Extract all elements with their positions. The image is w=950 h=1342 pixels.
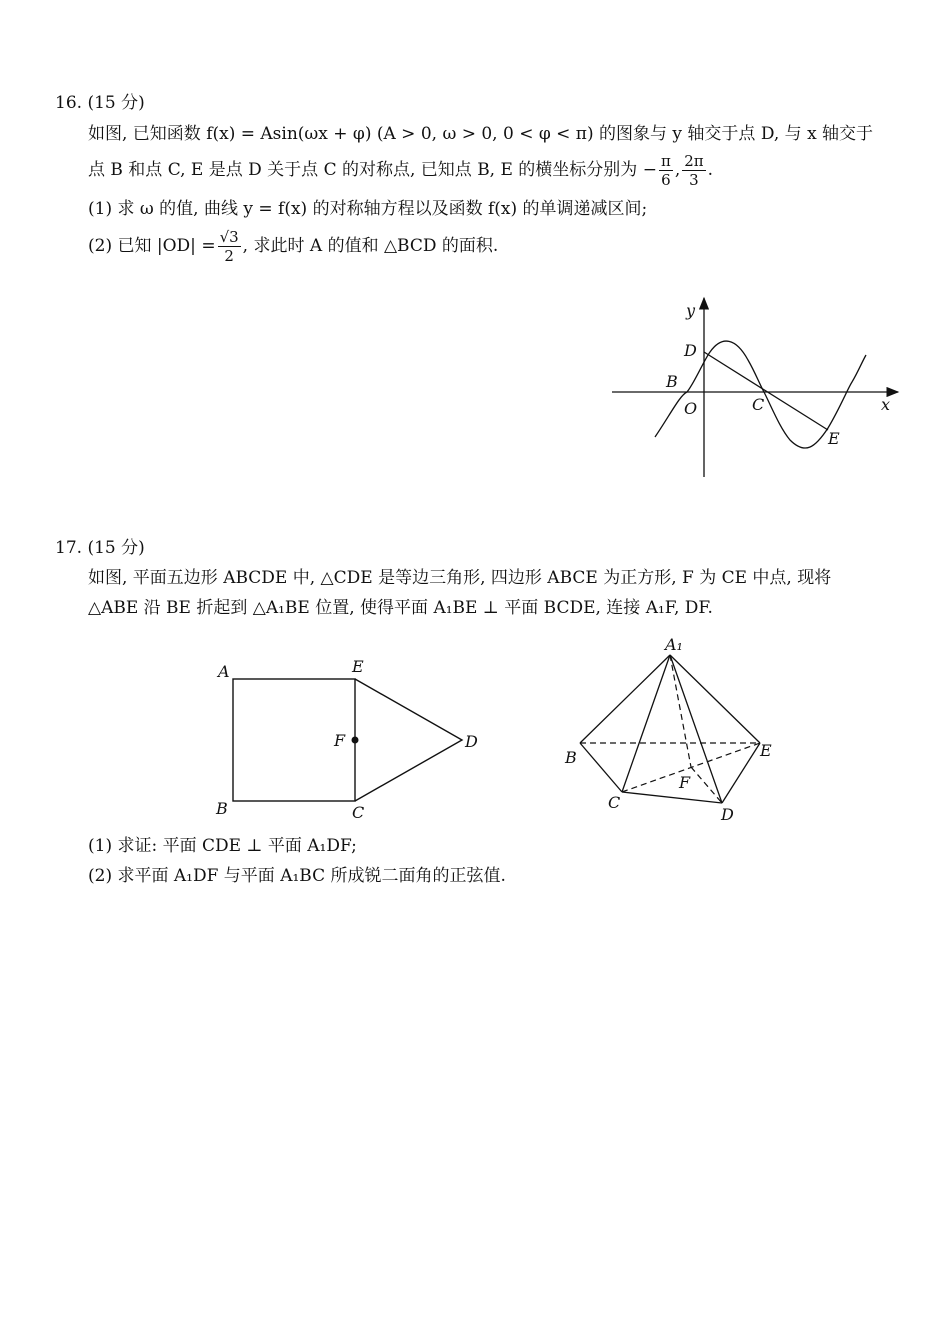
label-y: y — [686, 301, 696, 320]
q16-line2 — [88, 152, 713, 189]
q16-part2-post: , 求此时 A 的值和 △BCD 的面积. — [242, 236, 499, 256]
label-C: C — [352, 803, 365, 822]
label-A1: A₁ — [665, 635, 683, 654]
label-A: A — [218, 662, 230, 681]
frac-den: 2 — [224, 247, 234, 265]
q17-part1: (1) 求证: 平面 CDE ⊥ 平面 A₁DF; — [88, 836, 357, 856]
label-C: C — [752, 395, 765, 414]
frac-num: π — [660, 152, 671, 170]
label-D: D — [465, 732, 478, 751]
segment-dce — [704, 352, 828, 430]
frac-den: 3 — [689, 171, 699, 189]
label-D: D — [721, 805, 734, 824]
q17-header: 17. (15 分) — [55, 538, 145, 558]
q16-minus: − — [642, 160, 657, 180]
q16-line1: 如图, 已知函数 f(x) = Asin(ωx + φ) (A > 0, ω > 0, 0 < φ < π) 的图象与 y 轴交于点 D, 与 x 轴交于 — [88, 124, 874, 144]
label-E: E — [352, 657, 364, 676]
edge-bc — [580, 743, 622, 792]
q16-line2-text: 点 B 和点 C, E 是点 D 关于点 C 的对称点, 已知点 B, E 的横坐标分别为 — [88, 160, 638, 180]
edge-a1b — [580, 655, 670, 743]
label-C: C — [608, 793, 621, 812]
q16-comma: , — [674, 160, 681, 180]
hidden-fd — [691, 767, 722, 803]
edge-a1e — [670, 655, 760, 743]
label-E: E — [760, 741, 772, 760]
frac-den: 6 — [661, 171, 671, 189]
q17-line2: △ABE 沿 BE 折起到 △A₁BE 位置, 使得平面 A₁BE ⊥ 平面 BCDE, 连接 A₁F, DF. — [88, 598, 713, 618]
point-f — [352, 737, 359, 744]
label-B: B — [666, 372, 678, 391]
label-D: D — [684, 341, 697, 360]
label-F: F — [679, 773, 691, 792]
q16-part2 — [88, 226, 498, 266]
q16-frac-pi6 — [659, 152, 673, 189]
q17-part2: (2) 求平面 A₁DF 与平面 A₁BC 所成锐二面角的正弦值. — [88, 866, 506, 886]
q16-part1: (1) 求 ω 的值, 曲线 y = f(x) 的对称轴方程以及函数 f(x) 的单调递减区间; — [88, 199, 648, 219]
q16-period: . — [707, 160, 714, 180]
label-O: O — [684, 399, 698, 418]
q17-pentagon-figure — [210, 650, 500, 825]
edge-a1c — [622, 655, 670, 792]
q16-sine-figure — [600, 290, 910, 485]
q17-line1: 如图, 平面五边形 ABCDE 中, △CDE 是等边三角形, 四边形 ABCE 为正方形, F 为 CE 中点, 现将 — [88, 568, 832, 588]
q16-frac-sqrt3-2 — [218, 228, 241, 265]
label-E: E — [828, 429, 840, 448]
q16-header: 16. (15 分) — [55, 93, 145, 113]
edge-de — [722, 743, 760, 803]
frac-num: 2π — [684, 152, 704, 170]
triangle-cde — [355, 679, 462, 801]
edge-a1d — [670, 655, 722, 803]
q16-frac-2pi3 — [682, 152, 705, 189]
frac-num: √3 — [219, 228, 239, 246]
q16-part2-pre: (2) 已知 |OD| = — [88, 236, 216, 256]
label-B: B — [565, 748, 577, 767]
edge-cd — [622, 792, 722, 803]
label-B: B — [216, 799, 228, 818]
q17-pyramid-figure — [555, 630, 785, 825]
label-F: F — [334, 731, 346, 750]
label-x: x — [881, 395, 891, 414]
